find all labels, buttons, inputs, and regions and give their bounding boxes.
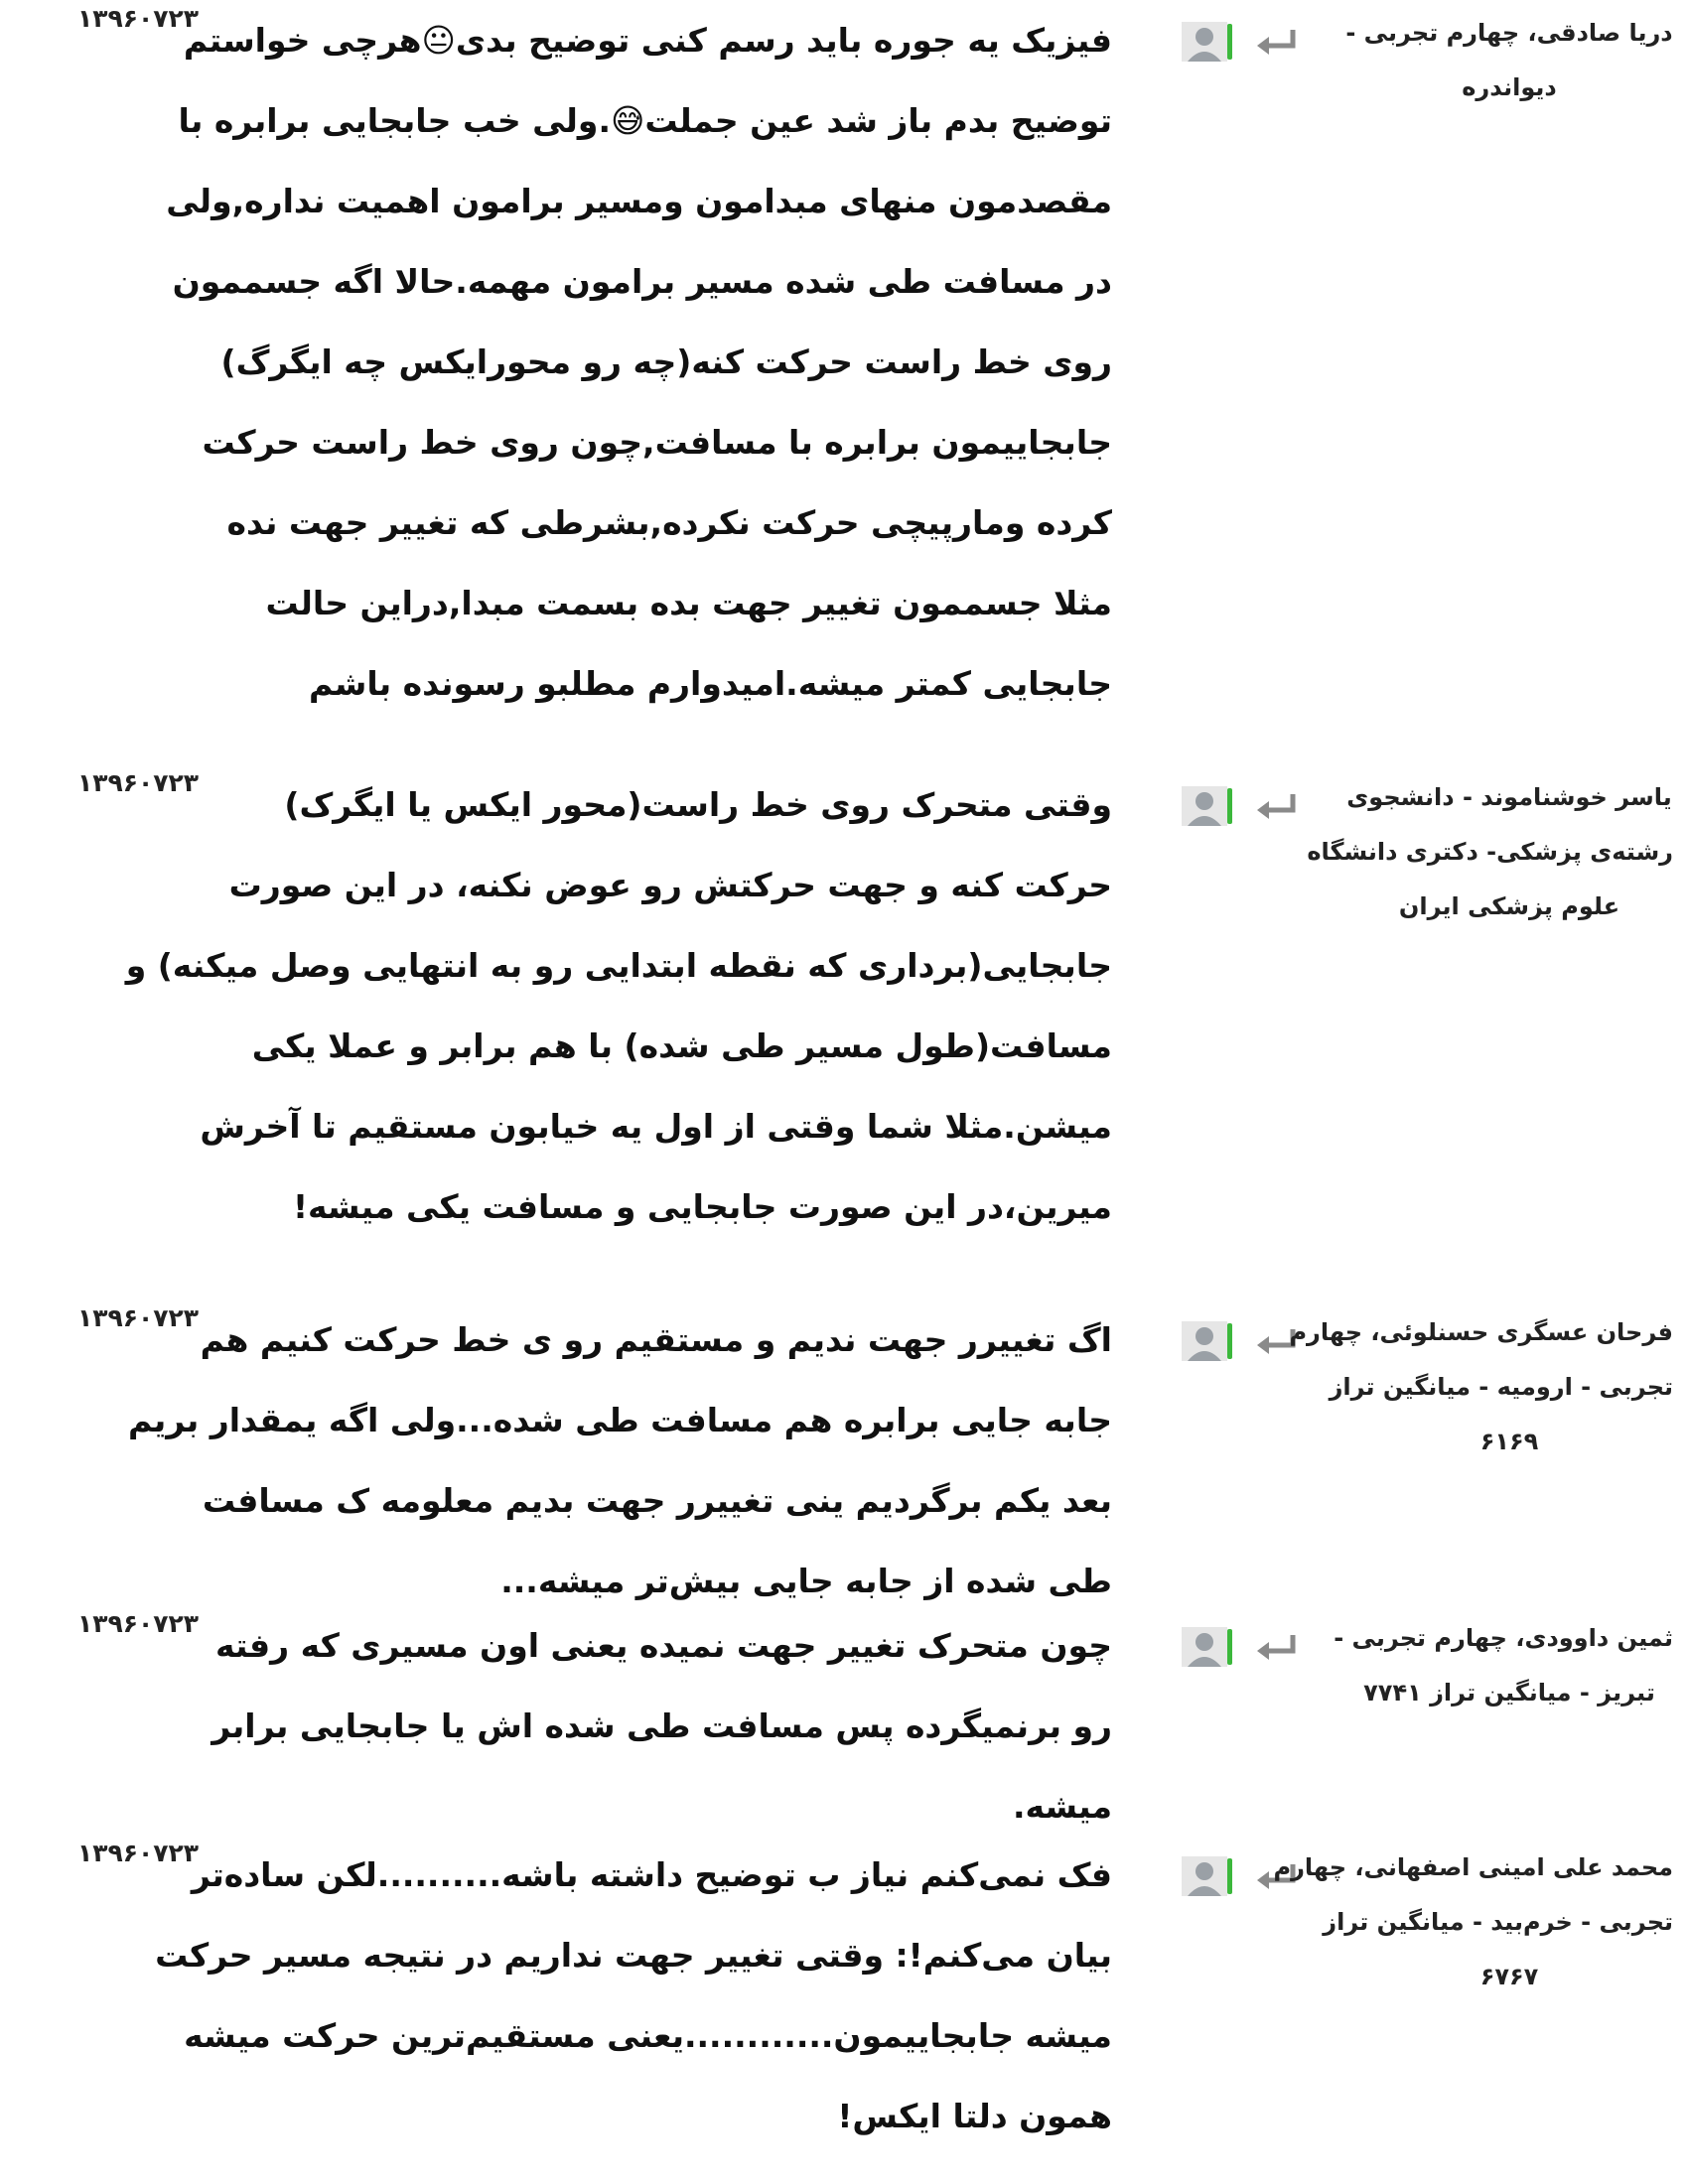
author-name-line: فرحان عسگری حسنلوئی، چهارم: [1289, 1318, 1673, 1346]
comment-date: ۱۳۹۶۰۷۲۳: [77, 1303, 200, 1332]
comment-text-line: میرین،در این صورت جابجایی و مسافت یکی میشه!: [292, 1187, 1112, 1226]
comment-text-line: بیان می‌کنم!: وقتی تغییر جهت نداریم در نتیجه مسیر حرکت: [155, 1936, 1112, 1975]
comment-date: ۱۳۹۶۰۷۲۳: [77, 1839, 200, 1867]
comment-text-line: میشه جابجاییمون............یعنی مستقیم‌ترین حرکت میشه: [184, 2016, 1112, 2055]
comment-text-line: مثلا جسممون تغییر جهت بده بسمت مبدا,دراین حالت: [265, 584, 1112, 622]
author-name-line: رشته‌ی پزشکی- دکتری دانشگاه: [1307, 838, 1673, 866]
comment-text-line: حرکت کنه و جهت حرکتش رو عوض نکنه، در این صورت: [228, 866, 1112, 904]
comment-text: [211, 1605, 1112, 1846]
reply-arrow-icon[interactable]: [1253, 28, 1297, 56]
comment-text-line: جابجایی کمتر میشه.امیدوارم مطلبو رسونده باشم: [309, 664, 1112, 703]
comment-text-line: وقتی متحرک روی خط راست(محور ایکس یا ایگرک): [284, 785, 1112, 824]
author-name-line: تبریز - میانگین تراز ۷۷۴۱: [1363, 1679, 1655, 1706]
author-name[interactable]: [1273, 1841, 1673, 2004]
comment-text-line: میشن.مثلا شما وقتی از اول یه خیابون مستقیم تا آخرش: [200, 1107, 1112, 1146]
comment-date: ۱۳۹۶۰۷۲۳: [77, 768, 200, 797]
comment-text-line: بعد یکم برگردیم ینی تغییرر جهت بدیم معلومه ک مسافت: [202, 1481, 1112, 1520]
comment-text-line: چون متحرک تغییر جهت نمیده یعنی اون مسیری که رفته: [215, 1626, 1112, 1665]
author-name-line: تجربی - ارومیه - میانگین تراز: [1329, 1373, 1673, 1401]
user-avatar-icon: [1180, 20, 1235, 64]
author-name[interactable]: [1307, 770, 1673, 934]
comment-text-line: میشه.: [1012, 1787, 1112, 1826]
reply-arrow-icon[interactable]: [1253, 792, 1297, 820]
comment-text-line: اگ تغییرر جهت ندیم و مستقیم رو ی خط حرکت کنیم هم: [200, 1320, 1112, 1359]
author-name-line: علوم پزشکی ایران: [1398, 892, 1620, 920]
author-name[interactable]: [1345, 6, 1673, 115]
comment-text-line: جابجایی(برداری که نقطه ابتدایی رو به انتهایی وصل میکنه) و: [125, 946, 1112, 985]
comment-date: ۱۳۹۶۰۷۲۳: [77, 4, 200, 33]
user-avatar-icon: [1180, 1625, 1235, 1669]
author-name-line: محمد علی امینی اصفهانی، چهارم: [1273, 1853, 1673, 1881]
author-name-line: تجربی - خرم‌بید - میانگین تراز: [1323, 1908, 1673, 1936]
comment-text-line: همون دلتا ایکس!: [837, 2097, 1112, 2135]
author-name-line: دیواندره: [1462, 73, 1557, 101]
comment-text-line: توضیح بدم باز شد عین جملت😅.ولی خب جابجایی برابره با: [178, 101, 1112, 140]
comment-text-line: جابه جایی برابره هم مسافت طی شده...ولی اگه یمقدار بریم: [128, 1401, 1112, 1439]
comment-text: [166, 0, 1112, 724]
author-name[interactable]: [1334, 1611, 1673, 1720]
comment-text-line: مقصدمون منهای مبدامون ومسیر برامون اهمیت نداره,ولی: [166, 182, 1112, 220]
comment-text-line: جابجاییمون برابره با مسافت,چون روی خط راست حرکت: [202, 423, 1112, 462]
author-name-line: ۶۱۶۹: [1479, 1428, 1539, 1455]
comment-text-line: فیزیک یه جوره باید رسم کنی توضیح بدی😐هرچی خواستم: [183, 21, 1112, 60]
user-avatar-icon: [1180, 1854, 1235, 1898]
author-name[interactable]: [1289, 1305, 1673, 1469]
user-avatar-icon: [1180, 1319, 1235, 1363]
comment-date: ۱۳۹۶۰۷۲۳: [77, 1609, 200, 1638]
author-name-line: ثمین داوودی، چهارم تجربی -: [1334, 1624, 1673, 1652]
comment-text-line: مسافت(طول مسیر طی شده) با هم برابر و عملا یکی: [251, 1026, 1112, 1065]
user-avatar-icon: [1180, 784, 1235, 828]
reply-arrow-icon[interactable]: [1253, 1633, 1297, 1661]
comment-text: [155, 1835, 1112, 2156]
comment-text-line: در مسافت طی شده مسیر برامون مهمه.حالا اگه جسممون: [172, 262, 1112, 301]
author-name-line: ۶۷۶۷: [1479, 1963, 1539, 1990]
comment-text-line: روی خط راست حرکت کنه(چه رو محورایکس چه ایگرگ): [220, 342, 1112, 381]
comment-text-line: کرده ومارپیچی حرکت نکرده,بشرطی که تغییر جهت نده: [226, 503, 1112, 542]
comment-text-line: طی شده از جابه جایی بیش‌تر میشه...: [500, 1562, 1112, 1600]
comment-text-line: رو برنمیگرده پس مسافت طی شده اش یا جابجایی برابر: [211, 1706, 1112, 1745]
comment-text-line: فک نمی‌کنم نیاز ب توضیح داشته باشه..........لکن ساده‌تر: [191, 1855, 1112, 1894]
author-name-line: دریا صادقی، چهارم تجربی -: [1345, 19, 1673, 47]
author-name-line: یاسر خوشناموند - دانشجوی: [1346, 783, 1672, 811]
